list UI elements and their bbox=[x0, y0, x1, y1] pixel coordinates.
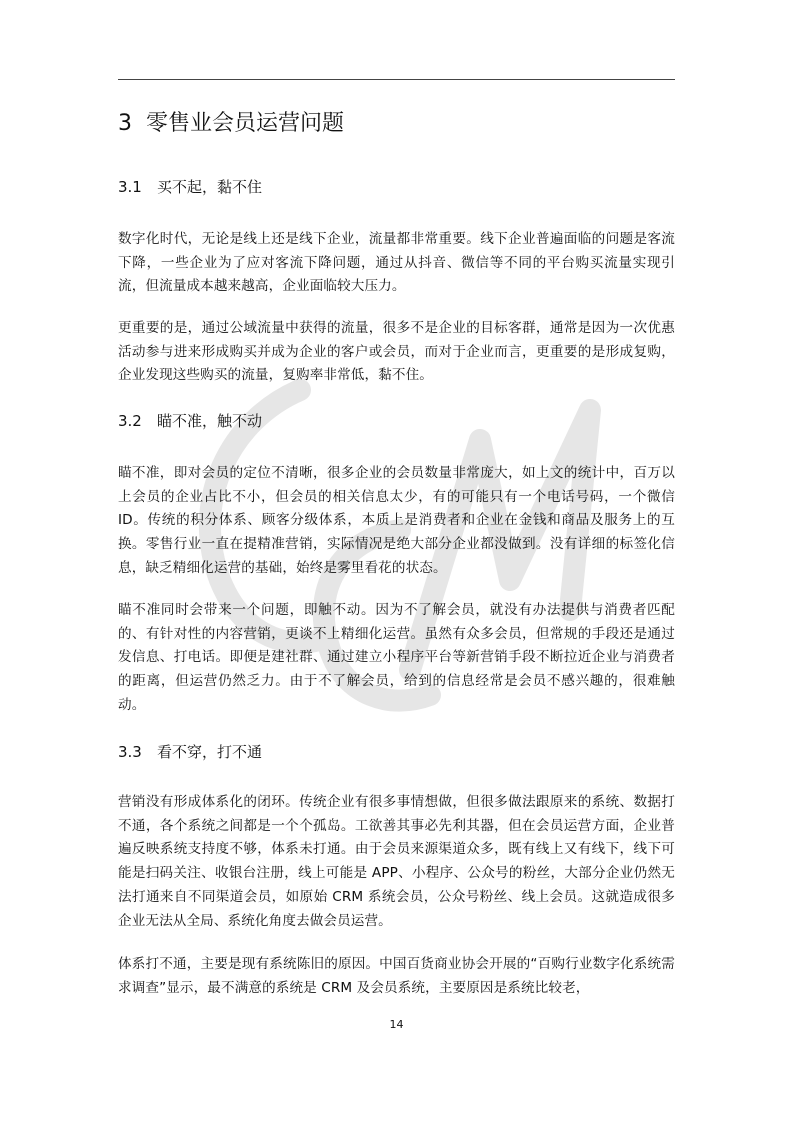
section-number: 3.1 bbox=[118, 178, 142, 196]
paragraph: 瞄不准同时会带来一个问题，即触不动。因为不了解会员，就没有办法提供与消费者匹配的、有针对性的内容营销，更谈不上精细化运营。虽然有众多会员，但常规的手段还是通过发信息、打电话。即便是建社群、通过建立小程序平台等新营销手段不断拉近企业与消费者的距离，但运营仍然乏力。由于不了解会员，给到的信息经常是会员不感兴趣的，很难触动。 bbox=[118, 602, 675, 713]
paragraph: 更重要的是，通过公域流量中获得的流量，很多不是企业的目标客群，通常是因为一次优惠活动参与进来形成购买并成为企业的客户或会员，而对于企业而言，更重要的是形成复购，企业发现这些购买的流量，复购率非常低，黏不住。 bbox=[118, 320, 675, 384]
section-heading-3-3 bbox=[118, 741, 675, 763]
chapter-title-text: 零售业会员运营问题 bbox=[146, 111, 345, 136]
section-title: 买不起，黏不住 bbox=[157, 178, 263, 196]
section-heading-3-1 bbox=[118, 176, 675, 198]
chapter-title bbox=[118, 108, 675, 140]
section-heading-3-2 bbox=[118, 410, 675, 432]
paragraph: 营销没有形成体系化的闭环。传统企业有很多事情想做，但很多做法跟原来的系统、数据打不通，各个系统之间都是一个个孤岛。工欲善其事必先利其器，但在会员运营方面，企业普遍反映系统支持度不够，体系未打通。由于会员来源渠道众多，既有线上又有线下，线下可能是扫码关注、收银台注册，线上可能是 APP、小程序、公众号的粉丝，大部分企业仍然无法打通来自不同渠道会员，如原始 CRM 系统会员，公众号粉丝、线上会员。这就造成很多企业无法从全局、系统化角度去做会员运营。 bbox=[118, 794, 675, 929]
page-number: 14 bbox=[389, 1018, 404, 1031]
header-rule bbox=[118, 79, 675, 80]
chapter-number: 3 bbox=[118, 111, 132, 136]
section-number: 3.3 bbox=[118, 743, 142, 761]
section-number: 3.2 bbox=[118, 412, 142, 430]
paragraph: 体系打不通，主要是现有系统陈旧的原因。中国百货商业协会开展的“百购行业数字化系统需求调查”显示，最不满意的系统是 CRM 及会员系统，主要原因是系统比较老， bbox=[118, 956, 675, 996]
section-title: 看不穿，打不通 bbox=[157, 743, 263, 761]
section-title: 瞄不准，触不动 bbox=[157, 412, 263, 430]
paragraph: 数字化时代，无论是线上还是线下企业，流量都非常重要。线下企业普遍面临的问题是客流下降，一些企业为了应对客流下降问题，通过从抖音、微信等不同的平台购买流量实现引流，但流量成本越来越高，企业面临较大压力。 bbox=[118, 231, 675, 295]
paragraph: 瞄不准，即对会员的定位不清晰，很多企业的会员数量非常庞大，如上文的统计中，百万以上会员的企业占比不小，但会员的相关信息太少，有的可能只有一个电话号码，一个微信 ID。传统的积分体系、顾客分级体系，本质上是消费者和企业在金钱和商品及服务上的互换。零售行业一直在提精准营销，实际情况是绝大部分企业都没做到。没有详细的标签化信息，缺乏精细化运营的基础，始终是雾里看花的状态。 bbox=[118, 465, 675, 576]
